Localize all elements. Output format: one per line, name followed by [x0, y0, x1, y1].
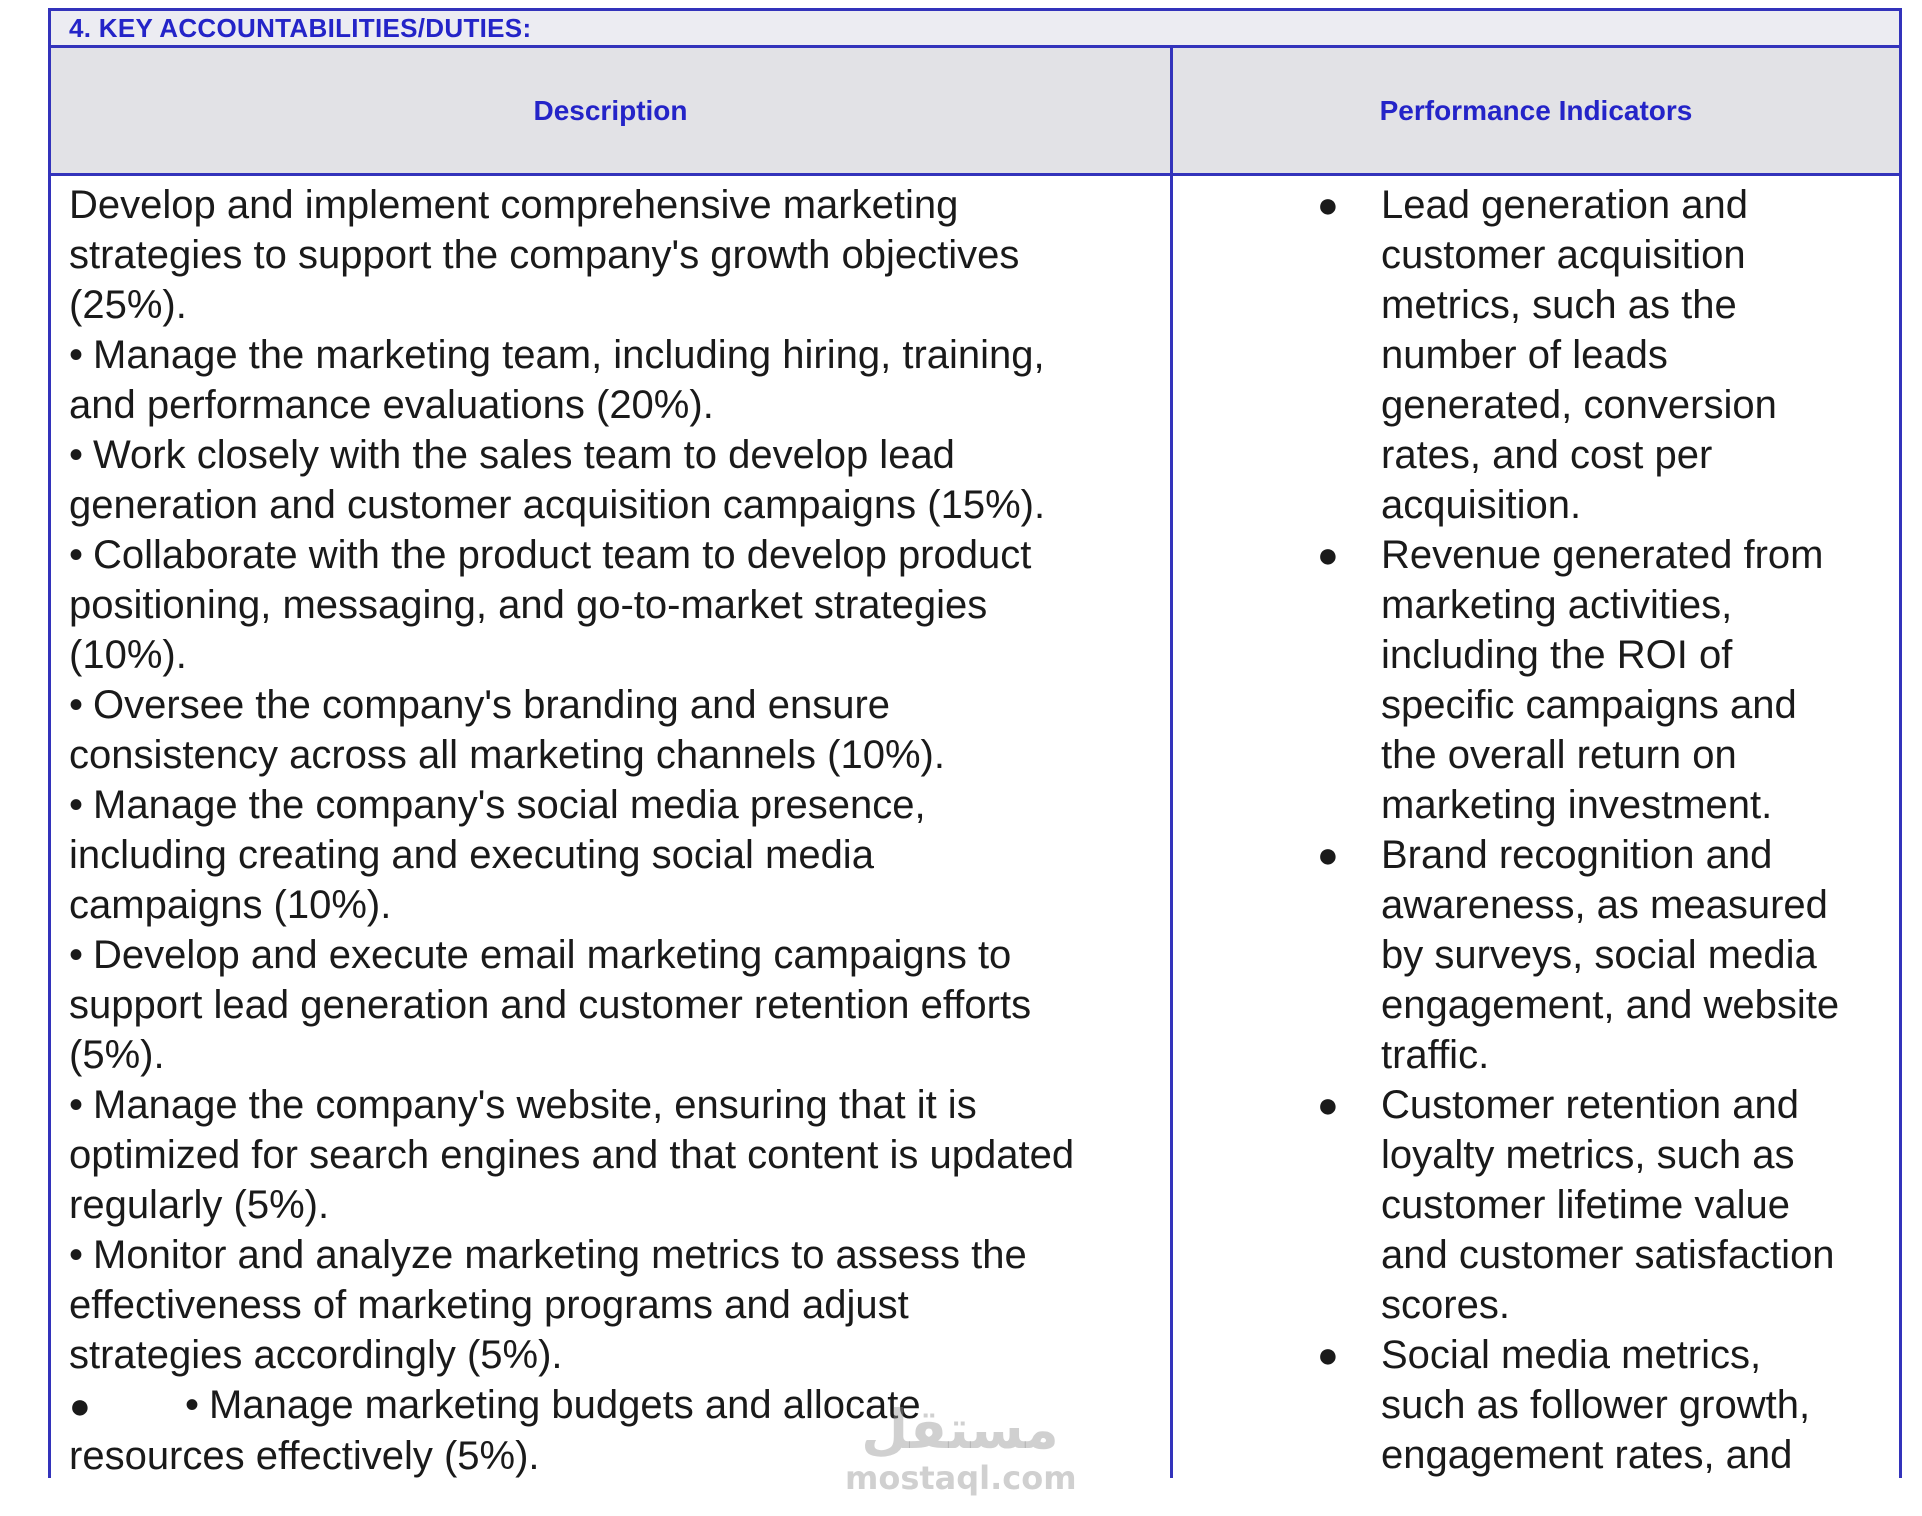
- description-line: and performance evaluations (20%).: [69, 383, 714, 427]
- bullet-icon: •: [69, 433, 84, 477]
- list-bullet-icon: ●: [1317, 534, 1339, 575]
- description-line: strategies accordingly (5%).: [69, 1333, 563, 1377]
- list-bullet-icon: ●: [1317, 834, 1339, 875]
- performance-indicators-list: [1173, 180, 1881, 1478]
- description-line: strategies to support the company's growth objectives: [69, 233, 1020, 277]
- watermark-latin-text: mostaql.com: [845, 1459, 1077, 1497]
- bullet-icon: •: [69, 1083, 84, 1127]
- list-item: ● Social media metrics, such as follower growth, engagement rates, and: [1173, 1330, 1881, 1478]
- description-line: • Monitor and analyze marketing metrics to assess the: [69, 1233, 1027, 1277]
- bullet-icon: •: [69, 683, 84, 727]
- bullet-icon: •: [69, 333, 84, 377]
- job-description-document: [48, 8, 1902, 1478]
- list-item: ● Revenue generated from marketing activities, including the ROI of specific campaigns and the overall return on marketing investment.: [1173, 530, 1881, 830]
- list-bullet-icon: ●: [1317, 1084, 1339, 1125]
- list-item: ● Customer retention and loyalty metrics, such as customer lifetime value and customer satisfaction scores.: [1173, 1080, 1881, 1330]
- bullet-icon: •: [69, 1233, 84, 1277]
- description-line: • Work closely with the sales team to develop lead: [69, 433, 955, 477]
- description-line: optimized for search engines and that content is updated: [69, 1133, 1075, 1177]
- description-line: • Develop and execute email marketing campaigns to: [69, 933, 1012, 977]
- list-bullet-icon: ●: [1317, 184, 1339, 225]
- bullet-icon: •: [69, 783, 84, 827]
- watermark-arabic-text: مستقل: [861, 1398, 1059, 1461]
- list-bullet-icon: ●: [1317, 1334, 1339, 1375]
- section-title: 4. KEY ACCOUNTABILITIES/DUTIES:: [51, 8, 1899, 48]
- table-header-row: [51, 48, 1899, 176]
- description-line: • Manage the marketing team, including hiring, training,: [69, 333, 1045, 377]
- bullet-icon: •: [69, 933, 84, 977]
- description-line: consistency across all marketing channels (10%).: [69, 733, 945, 777]
- description-line: • Oversee the company's branding and ensure: [69, 683, 891, 727]
- description-line: including creating and executing social media: [69, 833, 874, 877]
- description-line: (10%).: [69, 633, 187, 677]
- list-bullet-icon: ●: [69, 1385, 91, 1426]
- description-column-header: Description: [51, 48, 1173, 173]
- description-cell: [51, 176, 1173, 1478]
- description-line: campaigns (10%).: [69, 883, 392, 927]
- table-body-row: [51, 176, 1899, 1478]
- description-line: • Manage the company's website, ensuring that it is: [69, 1083, 977, 1127]
- description-line: generation and customer acquisition campaigns (15%).: [69, 483, 1046, 527]
- description-line: • Manage the company's social media presence,: [69, 783, 926, 827]
- list-item: ● Lead generation and customer acquisition metrics, such as the number of leads generated, conversion rates, and cost per acquisition.: [1173, 180, 1881, 530]
- performance-indicators-column-header: Performance Indicators: [1379, 94, 1693, 126]
- description-line: Develop and implement comprehensive marketing: [69, 183, 959, 227]
- bullet-icon: •: [185, 1383, 200, 1427]
- performance-indicators-cell: [1173, 176, 1899, 1478]
- description-line: support lead generation and customer retention efforts: [69, 983, 1032, 1027]
- description-line: (25%).: [69, 283, 187, 327]
- description-line: • Collaborate with the product team to develop product: [69, 533, 1032, 577]
- description-line: regularly (5%).: [69, 1183, 330, 1227]
- description-line: (5%).: [69, 1033, 165, 1077]
- bullet-icon: •: [69, 533, 84, 577]
- list-item: ● Brand recognition and awareness, as measured by surveys, social media engagement, and website traffic.: [1173, 830, 1881, 1080]
- description-line: positioning, messaging, and go-to-market strategies: [69, 583, 988, 627]
- description-line: ● • Manage marketing budgets and allocate: [69, 1380, 1158, 1431]
- description-line: resources effectively (5%).: [69, 1434, 540, 1478]
- description-line: effectiveness of marketing programs and adjust: [69, 1283, 909, 1327]
